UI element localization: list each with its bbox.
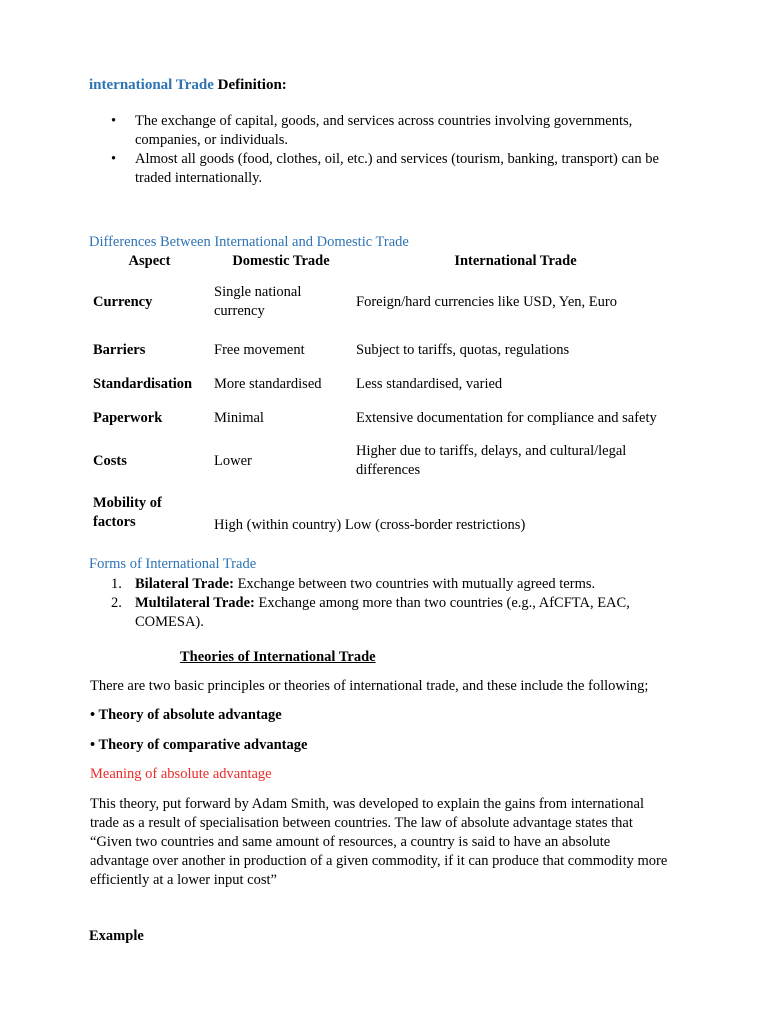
column-header-international: International Trade bbox=[454, 253, 577, 269]
table-cell-international: Less standardised, varied bbox=[356, 375, 503, 392]
absolute-advantage-heading: Meaning of absolute advantage bbox=[90, 766, 272, 782]
table-cell-domestic: More standardised bbox=[214, 375, 322, 392]
forms-heading: Forms of International Trade bbox=[89, 556, 257, 572]
table-cell-aspect: Paperwork bbox=[93, 409, 163, 426]
table-cell-aspect: Currency bbox=[93, 293, 153, 310]
bullet-text: Almost all goods (food, clothes, oil, etc.) and services (tourism, banking, transport) can be traded internationally. bbox=[135, 151, 659, 186]
table-row bbox=[89, 333, 679, 367]
absolute-advantage-paragraph: This theory, put forward by Adam Smith, was developed to explain the gains from international trade as a result of specialisation between countries. The law of absolute advantage states that “Given two countries and same amount of resources, a country is said to have an absolute advantage over another in production of a given commodity, if it can produce that commodity more efficiently at a lower input cost” bbox=[90, 796, 668, 888]
differences-table bbox=[89, 252, 679, 539]
table-row bbox=[89, 401, 679, 435]
bullet-text: The exchange of capital, goods, and services across countries involving governments, companies, or individuals. bbox=[135, 113, 633, 148]
list-number: 1. bbox=[111, 576, 122, 592]
table-row bbox=[89, 367, 679, 401]
table-cell-aspect: Standardisation bbox=[93, 375, 193, 392]
column-header-domestic: Domestic Trade bbox=[232, 253, 330, 269]
table-cell-domestic: Free movement bbox=[214, 341, 305, 358]
list-number: 2. bbox=[111, 595, 122, 611]
list-item bbox=[89, 150, 679, 188]
list-item bbox=[89, 575, 679, 594]
theory-item-absolute: • Theory of absolute advantage bbox=[90, 707, 282, 723]
list-text: Exchange among more than two countries (e.g., AfCFTA, EAC, COMESA). bbox=[135, 595, 630, 630]
differences-heading: Differences Between International and Domestic Trade bbox=[89, 234, 409, 250]
column-header-aspect: Aspect bbox=[128, 253, 171, 269]
table-cell-aspect: Mobility of factors bbox=[93, 495, 162, 530]
bullet-icon: • bbox=[111, 113, 117, 129]
table-cell-domestic: Lower bbox=[214, 452, 252, 469]
bullet-icon: • bbox=[111, 151, 117, 167]
list-item bbox=[89, 594, 679, 632]
table-row bbox=[89, 435, 679, 487]
table-cell-international: Subject to tariffs, quotas, regulations bbox=[356, 341, 570, 358]
definition-heading bbox=[89, 76, 287, 95]
definition-heading-term: international Trade bbox=[89, 77, 214, 93]
definition-bullet-list bbox=[89, 112, 679, 188]
theories-intro: There are two basic principles or theories of international trade, and these include the following; bbox=[90, 678, 649, 694]
forms-list bbox=[89, 575, 679, 632]
table-cell-international: Extensive documentation for compliance and safety bbox=[356, 409, 657, 426]
table-cell-international: Foreign/hard currencies like USD, Yen, Euro bbox=[356, 293, 617, 310]
list-item bbox=[89, 112, 679, 150]
theory-item-comparative: • Theory of comparative advantage bbox=[90, 737, 308, 753]
table-row bbox=[89, 271, 679, 333]
list-term: Multilateral Trade: bbox=[135, 595, 255, 611]
definition-heading-label: Definition: bbox=[217, 77, 287, 93]
example-label: Example bbox=[89, 928, 144, 944]
table-cell-domestic: Minimal bbox=[214, 409, 264, 426]
table-cell-domestic: Single national currency bbox=[214, 284, 302, 319]
theories-title: Theories of International Trade bbox=[180, 649, 376, 665]
table-cell-international: Higher due to tariffs, delays, and cultural/legal differences bbox=[356, 443, 627, 478]
list-term: Bilateral Trade: bbox=[135, 576, 234, 592]
table-cell-aspect: Costs bbox=[93, 452, 127, 469]
table-row bbox=[89, 487, 679, 539]
table-header-row bbox=[89, 252, 679, 271]
table-cell-aspect: Barriers bbox=[93, 341, 146, 358]
list-text: Exchange between two countries with mutually agreed terms. bbox=[233, 576, 596, 592]
table-cell-merged: High (within country) Low (cross-border restrictions) bbox=[214, 517, 526, 533]
